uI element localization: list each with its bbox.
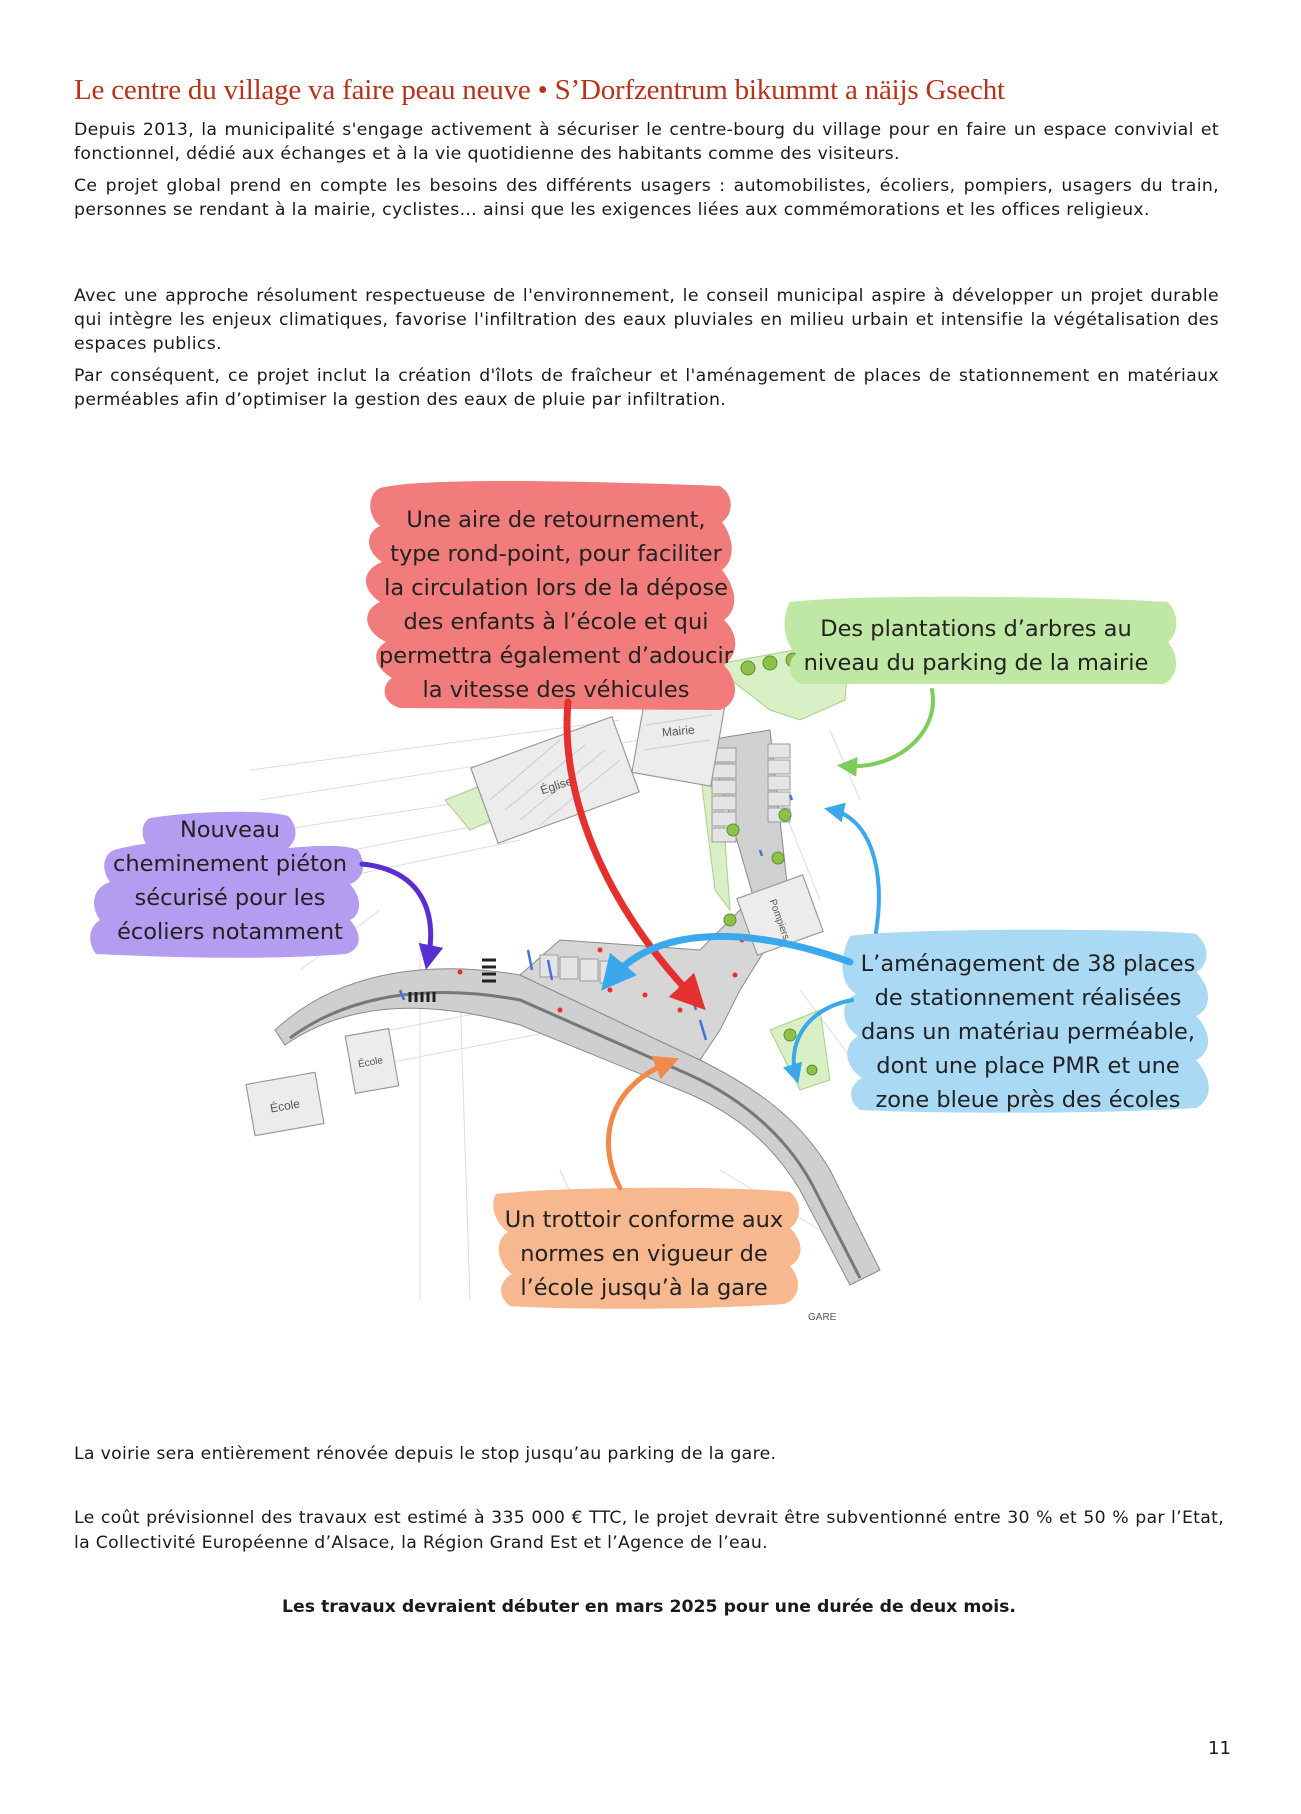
mairie-label: Mairie <box>661 722 696 740</box>
eglise-label: Église <box>538 773 574 798</box>
page-title: Le centre du village va faire peau neuve • S’Dorfzentrum bikummt a näijs Gsecht <box>74 74 1005 106</box>
red-callout-line-2: type rond-point, pour faciliter <box>390 541 722 567</box>
blue-callout-line-1: L’aménagement de 38 places <box>860 951 1196 977</box>
red-callout-line-3: la circulation lors de la dépose <box>384 575 728 601</box>
purple-callout-line-1: Nouveau <box>179 817 281 843</box>
ecole-label-1: École <box>357 1055 384 1071</box>
users-paragraph: Ce projet global prend en compte les besoins des différents usagers : automobilistes, écoliers, pompiers, usagers du train, personnes se rendant à la mairie, cyclistes… ainsi que les exigences liées aux commémorations et les offices religieux. <box>74 176 1219 220</box>
orange-callout-line-1: Un trottoir conforme aux <box>504 1207 784 1233</box>
blue-callout-line-4: dont une place PMR et une <box>876 1053 1180 1079</box>
gare-label: GARE <box>808 1312 837 1323</box>
red-callout-line-6: la vitesse des véhicules <box>422 677 690 703</box>
green-arrow <box>845 690 933 766</box>
intro-paragraph: Depuis 2013, la municipalité s'engage activement à sécuriser le centre-bourg du village pour en faire un espace convivial et fonctionnel, dédié aux échanges et à la vie quotidienne des habitants comme des visiteurs. <box>74 120 1219 164</box>
blue-callout-line-5: zone bleue près des écoles <box>875 1087 1181 1113</box>
blue-arrow-up <box>832 810 879 932</box>
orange-callout-line-3: l’école jusqu’à la gare <box>520 1275 768 1301</box>
red-callout-line-4: des enfants à l’école et qui <box>403 609 709 635</box>
environment-paragraph: Avec une approche résolument respectueuse de l'environnement, le conseil municipal aspire à développer un projet durable qui intègre les enjeux climatiques, favorise l'infiltration des eaux pluviales en milieu urbain et intensifie la végétalisation des espaces publics. <box>74 286 1219 354</box>
blue-callout-line-2: de stationnement réalisées <box>874 985 1182 1011</box>
pompiers-label: Pompiers <box>766 897 792 942</box>
site-plan-figure <box>0 470 1301 1350</box>
red-callout-line-5: permettra également d’adoucir <box>379 643 733 669</box>
ecole-label-2: École <box>269 1096 302 1116</box>
purple-callout-line-3: sécurisé pour les <box>134 885 326 911</box>
purple-callout-line-4: écoliers notamment <box>117 919 343 945</box>
orange-callout-line-2: normes en vigueur de <box>520 1241 768 1267</box>
blue-callout-line-3: dans un matériau perméable, <box>860 1019 1196 1045</box>
cost-paragraph: Le coût prévisionnel des travaux est estimé à 335 000 € TTC, le projet devrait être subventionné entre 30 % et 50 % par l’Etat, la Collectivité Européenne d’Alsace, la Région Grand Est et l’Agence de l’eau. <box>74 1508 1224 1553</box>
consequence-paragraph: Par conséquent, ce projet inclut la création d'îlots de fraîcheur et l'aménagement de places de stationnement en matériaux perméables afin d’optimiser la gestion des eaux de pluie par infiltration. <box>74 366 1219 410</box>
green-callout-line-1: Des plantations d’arbres au <box>820 616 1132 642</box>
red-callout-line-1: Une aire de retournement, <box>406 507 706 533</box>
roadwork-sentence: La voirie sera entièrement rénovée depuis le stop jusqu’au parking de la gare. <box>74 1444 777 1464</box>
schedule-emphasis: Les travaux devraient débuter en mars 2025 pour une durée de deux mois. <box>282 1597 1016 1617</box>
green-callout-line-2: niveau du parking de la mairie <box>803 650 1149 676</box>
purple-callout-line-2: cheminement piéton <box>113 851 347 877</box>
page-number: 11 <box>1208 1738 1231 1759</box>
